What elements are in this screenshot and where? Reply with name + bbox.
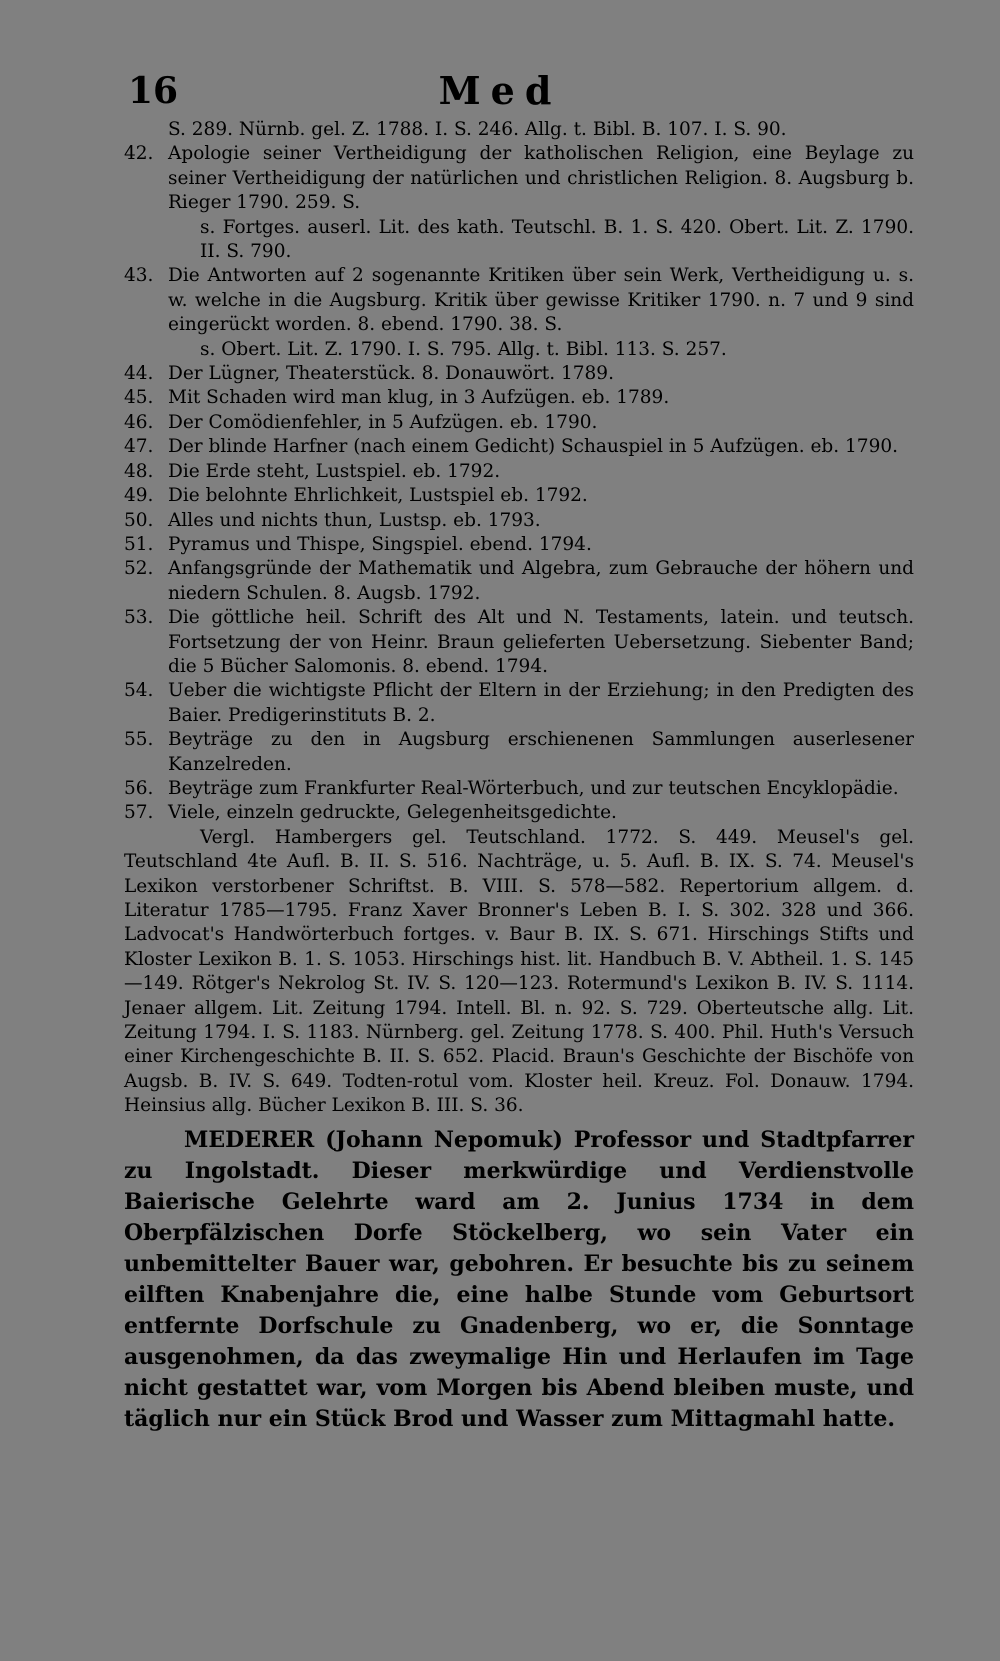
entry-text: Alles und nichts thun, Lustsp. eb. 1793. xyxy=(168,509,541,531)
entry-number: 47. xyxy=(124,436,154,458)
list-item xyxy=(124,679,914,728)
list-item xyxy=(124,362,914,386)
entry-text: Der blinde Harfner (nach einem Gedicht) Schauspiel in 5 Aufzügen. eb. 1790. xyxy=(168,436,898,458)
list-item xyxy=(124,557,914,606)
lead-reference: S. 289. Nürnb. gel. Z. 1788. I. S. 246. Allg. t. Bibl. B. 107. I. S. 90. xyxy=(168,119,787,140)
list-item xyxy=(124,142,914,215)
entry-text: Beyträge zu den in Augsburg erschienenen Sammlungen auserlesener Kanzelreden. xyxy=(168,729,914,775)
entry-number: 48. xyxy=(124,460,154,482)
entry-text: Der Comödienfehler, in 5 Aufzügen. eb. 1790. xyxy=(168,411,598,433)
page-header xyxy=(0,62,1000,112)
list-item xyxy=(124,460,914,484)
entry-number: 56. xyxy=(124,777,154,799)
list-item xyxy=(124,509,914,533)
entry-text: Apologie seiner Vertheidigung der katholischen Religion, eine Beylage zu seiner Vertheidigung der natürlichen und christlichen Religion. 8. Augsburg b. Rieger 1790. 259. S. xyxy=(168,143,914,214)
list-item xyxy=(124,386,914,410)
biography-entry xyxy=(124,1125,914,1435)
list-item xyxy=(124,606,914,679)
list-item xyxy=(124,435,914,459)
entry-text: Mit Schaden wird man klug, in 3 Aufzügen. eb. 1789. xyxy=(168,387,670,409)
entry-number: 50. xyxy=(124,509,154,531)
entry-text: Die Erde steht, Lustspiel. eb. 1792. xyxy=(168,460,501,482)
biography-name: MEDERER (Johann Nepomuk) Professor und Stadtpfarrer zu Ingolstadt. xyxy=(124,1126,914,1184)
entry-text: Die Antworten auf 2 sogenannte Kritiken über sein Werk, Vertheidigung u. s. w. welche in die Augsburg. Kritik über gewisse Kritiker 1790. n. 7 und 9 sind eingerückt worden. 8. ebend. 1790. 38. S. xyxy=(168,265,914,336)
entry-reference: s. Obert. Lit. Z. 1790. I. S. 795. Allg. t. Bibl. 113. S. 257. xyxy=(200,338,727,360)
list-item xyxy=(124,728,914,777)
entry-number: 55. xyxy=(124,729,154,751)
entry-list xyxy=(124,142,914,825)
entry-text: Die belohnte Ehrlichkeit, Lustspiel eb. 1792. xyxy=(168,485,588,507)
entry-text: Der Lügner, Theaterstück. 8. Donauwört. 1789. xyxy=(168,363,614,385)
entry-text: Anfangsgründe der Mathematik und Algebra, zum Gebrauche der höhern und niedern Schulen. 8. Augsb. 1792. xyxy=(168,558,914,604)
running-head: Med xyxy=(438,68,562,113)
entry-number: 46. xyxy=(124,411,154,433)
list-item xyxy=(124,484,914,508)
page-number: 16 xyxy=(128,70,179,112)
entry-number: 57. xyxy=(124,802,154,824)
biography-text: Dieser merkwürdige und Verdienstvolle Baierische Gelehrte ward am 2. Junius 1734 in dem Oberpfälzischen Dorfe Stöckelberg, wo sein Vater ein unbemittelter Bauer war, gebohren. Er besuchte bis zu seinem eilften Knabenjahre die, eine halbe Stunde vom Geburtsort entfernte Dorfschule zu Gnadenberg, wo er, die Sonntage ausgenohmen, da das zweymalige Hin und Herlaufen im Tage nicht gestattet war, vom Morgen bis Abend bleiben muste, und täglich nur ein Stück Brod und Wasser zum Mittagmahl hatte. xyxy=(124,1157,914,1432)
list-item xyxy=(124,264,914,337)
body-text xyxy=(124,118,914,1435)
entry-text: Beyträge zum Frankfurter Real-Wörterbuch, und zur teutschen Encyklopädie. xyxy=(168,777,899,799)
entry-number: 54. xyxy=(124,680,154,702)
entry-number: 52. xyxy=(124,558,154,580)
entry-text: Ueber die wichtigste Pflicht der Eltern in der Erziehung; in den Predigten des Baier. Predigerinstituts B. 2. xyxy=(168,680,914,726)
list-item xyxy=(124,801,914,825)
entry-number: 45. xyxy=(124,387,154,409)
see-also-references: Vergl. Hambergers gel. Teutschland. 1772. S. 449. Meusel's gel. Teutschland 4te Aufl. B. II. S. 516. Nachträge, u. 5. Aufl. B. IX. S. 74. Meusel's Lexikon verstorbener Schriftst. B. VIII. S. 578—582. Repertorium allgem. d. Literatur 1785—1795. Franz Xaver Bronner's Leben B. I. S. 302. 328 und 366. Ladvocat's Handwörterbuch fortges. v. Baur B. IX. S. 671. Hirschings Stifts und Kloster Lexikon B. 1. S. 1053. Hirschings hist. lit. Handbuch B. V. Abtheil. 1. S. 145—149. Rötger's Nekrolog St. IV. S. 120—123. Rotermund's Lexikon B. IV. S. 1114. Jenaer allgem. Lit. Zeitung 1794. Intell. Bl. n. 92. S. 729. Oberteutsche allg. Lit. Zeitung 1794. I. S. 1183. Nürnberg. gel. Zeitung 1778. S. 400. Phil. Huth's Versuch einer Kirchengeschichte B. II. S. 652. Placid. Braun's Geschichte der Bischöfe von Augsb. B. IV. S. 649. Todten-rotul vom. Kloster heil. Kreuz. Fol. Donauw. 1794. Heinsius allg. Bücher Lexikon B. III. S. 36. xyxy=(124,826,914,1117)
entry-number: 43. xyxy=(124,265,154,287)
entry-text: Die göttliche heil. Schrift des Alt und N. Testaments, latein. und teutsch. Fortsetzung der von Heinr. Braun gelieferten Uebersetzung. Siebenter Band; die 5 Bücher Salomonis. 8. ebend. 1794. xyxy=(168,607,914,677)
entry-number: 51. xyxy=(124,533,154,555)
list-item xyxy=(124,533,914,557)
list-item xyxy=(124,777,914,801)
entry-text: Pyramus und Thispe, Singspiel. ebend. 1794. xyxy=(168,533,592,555)
entry-number: 53. xyxy=(124,607,154,629)
entry-number: 49. xyxy=(124,485,154,507)
list-item xyxy=(124,411,914,435)
entry-text: Viele, einzeln gedruckte, Gelegenheitsgedichte. xyxy=(168,802,617,824)
entry-number: 42. xyxy=(124,143,154,165)
entry-reference: s. Fortges. auserl. Lit. des kath. Teutschl. B. 1. S. 420. Obert. Lit. Z. 1790. II. S. 790. xyxy=(200,216,914,263)
entry-number: 44. xyxy=(124,363,154,385)
